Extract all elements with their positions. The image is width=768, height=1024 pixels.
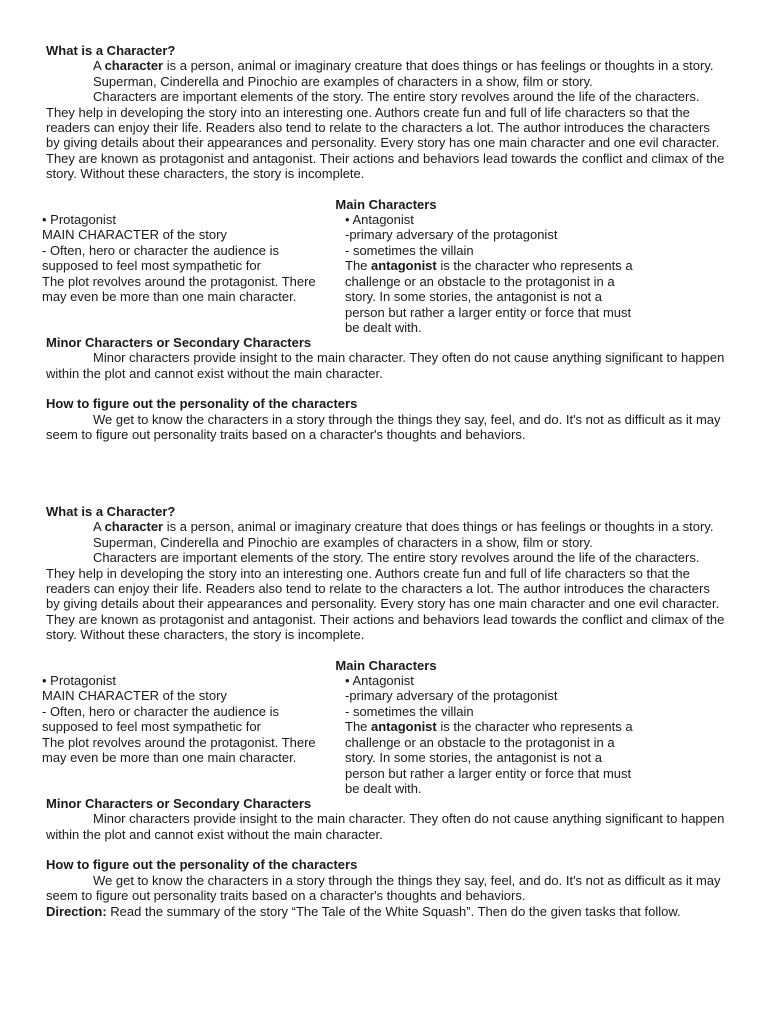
antagonist-column <box>345 212 645 335</box>
importance-paragraph: Characters are important elements of the story. The entire story revolves around the life of the characters. They help in developing the story into an interesting one. Authors create fun and full of life characters so that the readers can enjoy their life. Readers also tend to relate to the characters a lot. The author introduces the characters by giving details about their appearances and personality. Every story has one main character and one evil character. They are known as protagonist and antagonist. Their actions and behaviors lead towards the conflict and climax of the story. Without these characters, the story is incomplete. <box>46 550 725 643</box>
antagonist-term: antagonist <box>371 258 437 274</box>
antagonist-line-2: - sometimes the villain <box>345 242 474 258</box>
definition-pre: A <box>93 519 105 535</box>
antagonist-line-1: -primary adversary of the protagonist <box>345 227 558 243</box>
protagonist-line-2: - Often, hero or character the audience is supposed to feel most sympathetic for <box>42 242 280 274</box>
main-characters-columns <box>42 673 726 796</box>
antagonist-column <box>345 673 645 796</box>
antagonist-line-3-post: is the character who represents a challenge or an obstacle to the protagonist in a story. In some stories, the antagonist is not a person but rather a larger entity or force that must be dealt with. <box>345 719 633 796</box>
heading-personality: How to figure out the personality of the characters <box>46 396 358 412</box>
antagonist-line-3 <box>345 258 645 335</box>
protagonist-line-3: The plot revolves around the protagonist. There may even be more than one main character. <box>42 734 316 766</box>
protagonist-column <box>42 212 317 304</box>
protagonist-line-2: - Often, hero or character the audience is supposed to feel most sympathetic for <box>42 703 280 735</box>
examples-paragraph: Superman, Cinderella and Pinochio are examples of characters in a show, film or story. <box>93 534 593 550</box>
antagonist-line-3 <box>345 719 645 796</box>
heading-what-is-character: What is a Character? <box>46 504 176 519</box>
heading-minor-characters: Minor Characters or Secondary Characters <box>46 335 312 351</box>
personality-paragraph: We get to know the characters in a story through the things they say, feel, and do. It's not as difficult as it may seem to figure out personality traits based on a character's thoughts and behaviors. <box>46 411 721 443</box>
main-characters-columns <box>42 212 726 335</box>
direction-text: Read the summary of the story “The Tale of the White Squash”. Then do the given tasks that follow. <box>106 903 681 919</box>
protagonist-line-1: MAIN CHARACTER of the story <box>42 688 227 704</box>
examples-paragraph: Superman, Cinderella and Pinochio are examples of characters in a show, film or story. <box>93 73 593 89</box>
heading-main-characters: Main Characters <box>335 196 437 212</box>
antagonist-line-2: - sometimes the villain <box>345 703 474 719</box>
antagonist-bullet: • Antagonist <box>345 673 414 689</box>
definition-post: is a person, animal or imaginary creature that does things or has feelings or thoughts in a story. <box>163 519 714 535</box>
definition-pre: A <box>93 58 105 74</box>
antagonist-line-3-pre: The <box>345 258 372 274</box>
section-2 <box>42 504 726 919</box>
antagonist-line-1: -primary adversary of the protagonist <box>345 688 558 704</box>
importance-paragraph: Characters are important elements of the story. The entire story revolves around the life of the characters. They help in developing the story into an interesting one. Authors create fun and full of life characters so that the readers can enjoy their life. Readers also tend to relate to the characters a lot. The author introduces the characters by giving details about their appearances and personality. Every story has one main character and one evil character. They are known as protagonist and antagonist. Their actions and behaviors lead towards the conflict and climax of the story. Without these characters, the story is incomplete. <box>46 89 725 182</box>
antagonist-line-3-post: is the character who represents a challenge or an obstacle to the protagonist in a story. In some stories, the antagonist is not a person but rather a larger entity or force that must be dealt with. <box>345 258 633 335</box>
heading-personality: How to figure out the personality of the characters <box>46 857 358 873</box>
heading-minor-characters: Minor Characters or Secondary Characters <box>46 796 312 812</box>
definition-paragraph <box>46 58 726 73</box>
definition-term: character <box>104 519 164 535</box>
antagonist-term: antagonist <box>371 719 437 735</box>
minor-paragraph: Minor characters provide insight to the main character. They often do not cause anything significant to happen within the plot and cannot exist without the main character. <box>46 350 725 381</box>
minor-paragraph: Minor characters provide insight to the main character. They often do not cause anything significant to happen within the plot and cannot exist without the main character. <box>46 811 725 842</box>
definition-paragraph <box>46 519 726 534</box>
section-1 <box>42 43 726 443</box>
definition-post: is a person, animal or imaginary creature that does things or has feelings or thoughts in a story. <box>163 58 714 74</box>
definition-term: character <box>104 58 164 74</box>
personality-paragraph: We get to know the characters in a story through the things they say, feel, and do. It's not as difficult as it may seem to figure out personality traits based on a character's thoughts and behaviors. <box>46 872 721 904</box>
heading-what-is-character: What is a Character? <box>46 43 176 58</box>
protagonist-line-3: The plot revolves around the protagonist. There may even be more than one main character. <box>42 273 316 305</box>
protagonist-column <box>42 673 317 765</box>
direction-label: Direction: <box>46 903 107 919</box>
protagonist-line-1: MAIN CHARACTER of the story <box>42 227 227 243</box>
heading-main-characters: Main Characters <box>335 657 437 673</box>
antagonist-bullet: • Antagonist <box>345 212 414 228</box>
protagonist-bullet: • Protagonist <box>42 212 116 228</box>
direction-paragraph <box>46 904 726 919</box>
protagonist-bullet: • Protagonist <box>42 673 116 689</box>
antagonist-line-3-pre: The <box>345 719 372 735</box>
